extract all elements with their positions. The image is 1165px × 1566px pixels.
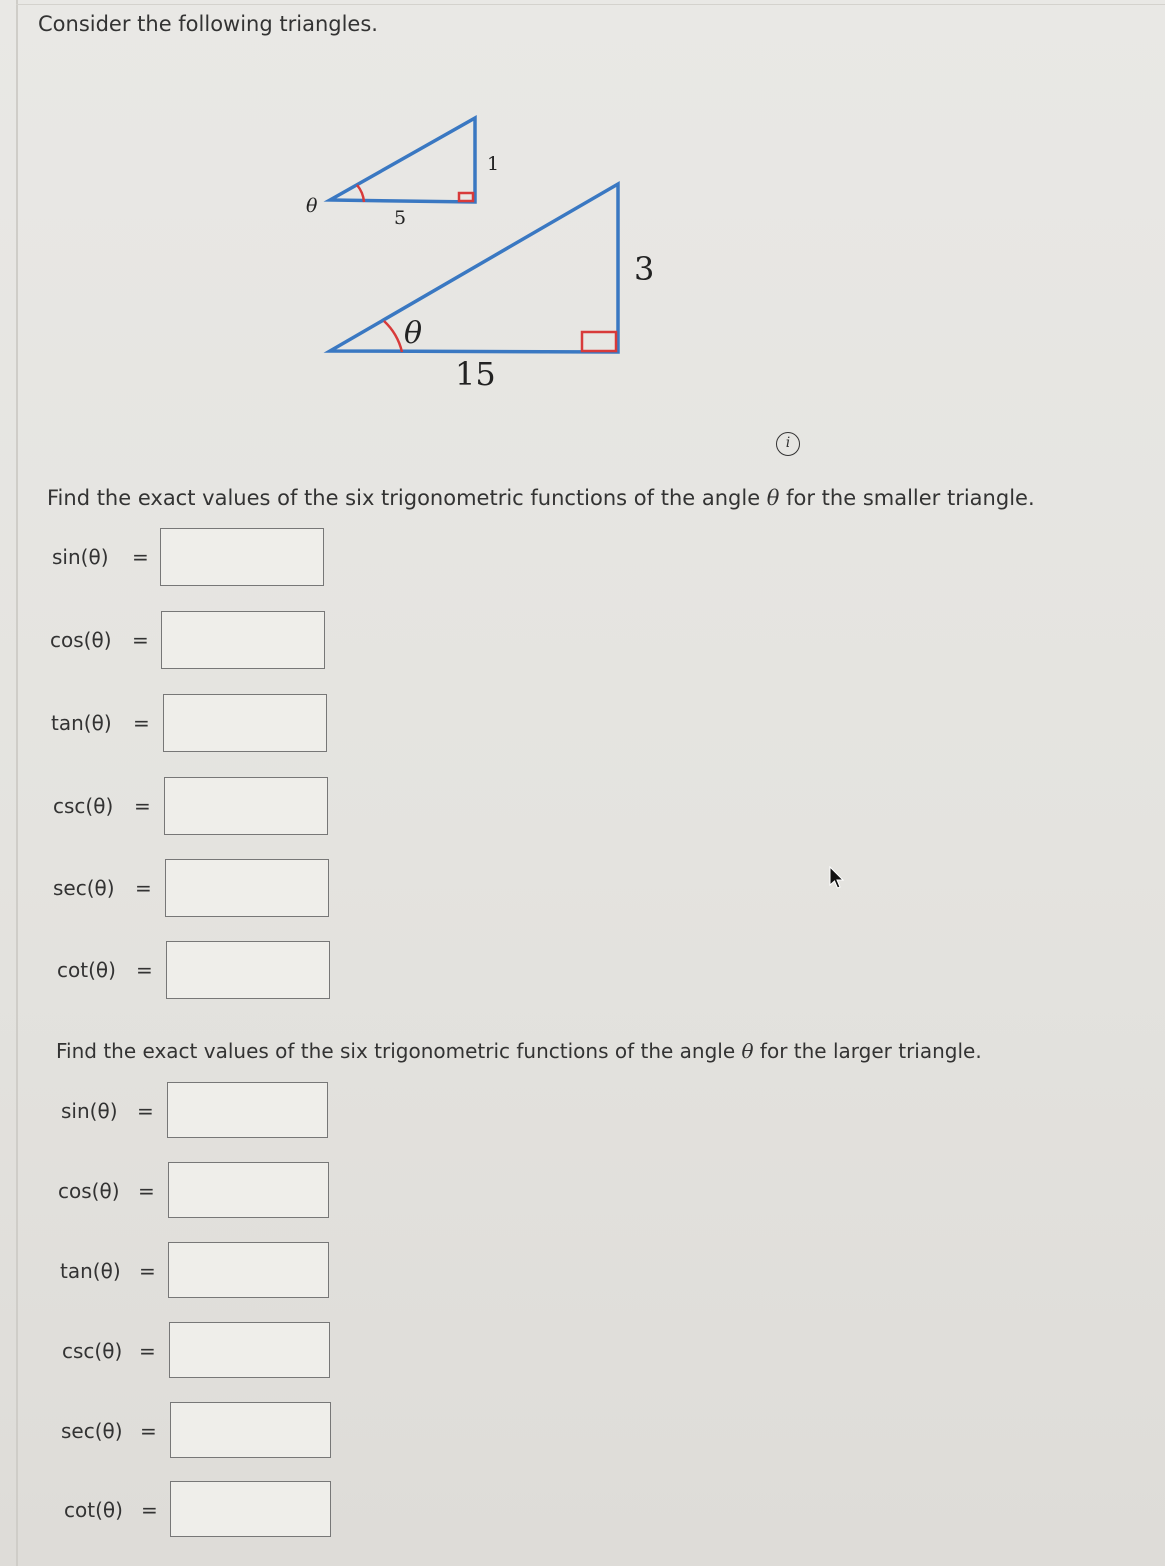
small-tan-label: tan(θ) [51,711,112,735]
large-csc-input[interactable] [169,1322,330,1378]
equals-sign: = [141,1498,158,1522]
intro-text: Consider the following triangles. [38,12,378,36]
small-opposite-label: 1 [487,153,500,175]
info-icon[interactable]: i [776,432,800,456]
equals-sign: = [137,1099,154,1123]
small-adjacent-label: 5 [394,207,407,229]
triangles-figure [290,100,690,400]
equals-sign: = [133,711,150,735]
large-triangle [330,184,618,352]
prompt-smaller-triangle: Find the exact values of the six trigonometric functions of the angle θ for the smaller triangle. [47,486,1035,510]
small-csc-label: csc(θ) [53,794,114,818]
top-border [16,4,1165,5]
large-adjacent-label: 15 [455,355,496,393]
large-angle-mark [384,321,402,352]
small-sin-label: sin(θ) [52,545,109,569]
small-tan-input[interactable] [163,694,327,752]
prompt-larger-triangle: Find the exact values of the six trigonometric functions of the angle θ for the larger triangle. [56,1039,982,1063]
small-cos-label: cos(θ) [50,628,112,652]
equals-sign: = [132,628,149,652]
equals-sign: = [139,1339,156,1363]
equals-sign: = [139,1259,156,1283]
small-angle-label: θ [306,195,318,217]
equals-sign: = [140,1419,157,1443]
large-sec-input[interactable] [170,1402,331,1458]
large-tan-input[interactable] [168,1242,329,1298]
large-right-angle-mark [582,332,616,351]
small-sec-input[interactable] [165,859,329,917]
large-sin-input[interactable] [167,1082,328,1138]
large-cot-input[interactable] [170,1481,331,1537]
small-cot-input[interactable] [166,941,330,999]
small-cos-input[interactable] [161,611,325,669]
equals-sign: = [132,545,149,569]
small-triangle [330,118,475,202]
large-opposite-label: 3 [634,250,655,288]
small-cot-label: cot(θ) [57,958,116,982]
large-tan-label: tan(θ) [60,1259,121,1283]
small-right-angle-mark [459,193,473,201]
large-sec-label: sec(θ) [61,1419,123,1443]
large-csc-label: csc(θ) [62,1339,123,1363]
large-angle-label: θ [404,316,423,351]
equals-sign: = [134,794,151,818]
small-sec-label: sec(θ) [53,876,115,900]
large-cos-input[interactable] [168,1162,329,1218]
small-csc-input[interactable] [164,777,328,835]
large-cot-label: cot(θ) [64,1498,123,1522]
large-cos-label: cos(θ) [58,1179,120,1203]
equals-sign: = [138,1179,155,1203]
small-sin-input[interactable] [160,528,324,586]
equals-sign: = [135,876,152,900]
equals-sign: = [136,958,153,982]
mouse-cursor-icon [829,866,845,892]
large-sin-label: sin(θ) [61,1099,118,1123]
left-border [16,0,18,1566]
